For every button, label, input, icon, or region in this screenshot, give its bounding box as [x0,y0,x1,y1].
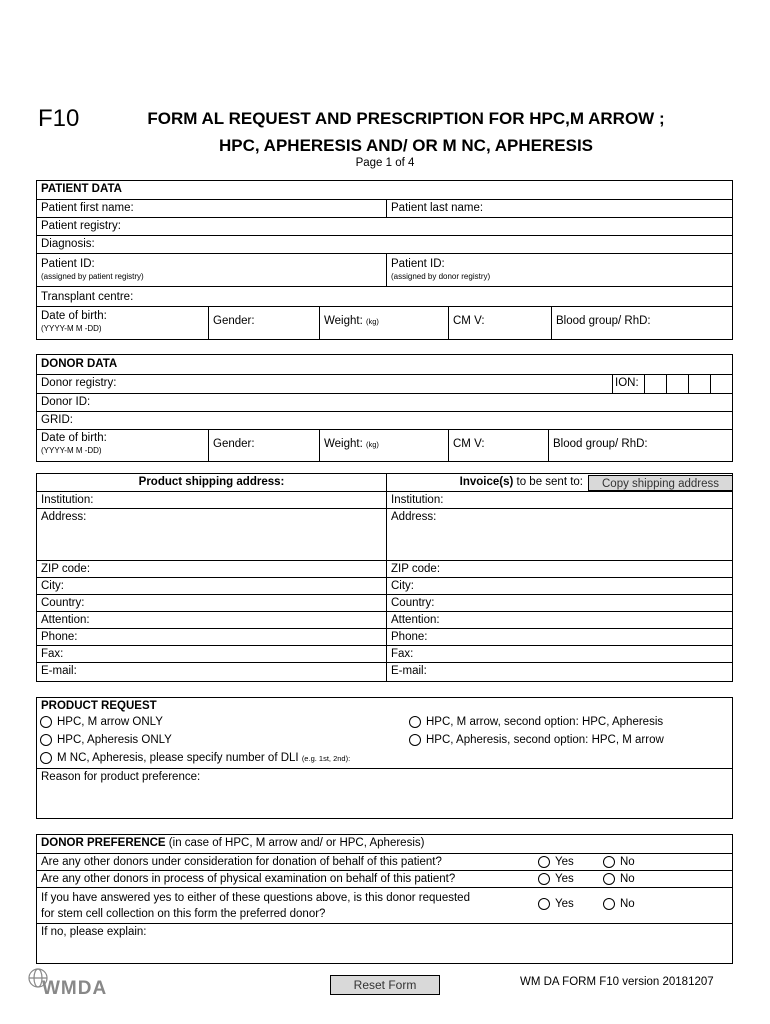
patient-id-note-2: (assigned by donor registry) [391,272,491,281]
patient-weight-label: Weight: [324,315,363,327]
product-option-label: HPC, Apheresis ONLY [57,734,172,747]
product-section-title: PRODUCT REQUEST [41,700,157,712]
product-option-label: HPC, Apheresis, second option: HPC, M arrow [426,734,664,747]
yes-label: Yes [555,898,574,911]
patient-id-label: Patient ID: [41,258,95,270]
patient-data-section [36,180,733,340]
form-code: F10 [38,105,80,132]
shipping-country-field[interactable]: Country: [41,597,85,609]
invoice-attention-field[interactable]: Attention: [386,612,732,628]
radio-circle-icon[interactable] [603,873,615,885]
q3-yes-radio[interactable] [534,888,598,923]
invoice-zip-field[interactable]: ZIP code: [386,561,732,577]
shipping-address-field[interactable]: Address: [41,511,87,523]
shipping-city-field[interactable]: City: [41,580,64,592]
shipping-attention-field[interactable]: Attention: [41,614,90,626]
patient-id-label-2: Patient ID: [391,258,445,270]
wmda-logo [26,965,126,999]
no-label: No [620,898,635,911]
preference-question-2: Are any other donors in process of physical examination on behalf of this patient? [41,873,456,885]
invoice-fax-field[interactable]: Fax: [386,646,732,662]
q1-no-radio[interactable] [599,854,659,870]
product-option-apheresis-only[interactable] [40,734,172,746]
invoice-email-field[interactable]: E-mail: [386,663,732,681]
patient-section-title: PATIENT DATA [41,183,122,195]
radio-circle-icon[interactable] [603,898,615,910]
shipping-email-field[interactable]: E-mail: [41,665,77,677]
invoice-title [386,474,587,491]
patient-last-name-field[interactable]: Patient last name: [386,200,732,217]
invoice-address-field[interactable]: Address: [386,509,732,560]
donor-dob-field[interactable] [37,430,208,461]
question-3-line2: for stem cell collection on this form the preferred donor? [41,908,326,920]
yes-label: Yes [555,873,574,886]
donor-id-field[interactable]: Donor ID: [41,396,91,408]
form-title [96,105,716,159]
address-section [36,473,733,682]
radio-circle-icon[interactable] [603,856,615,868]
ion-label: ION: [612,375,644,393]
yes-label: Yes [555,856,574,869]
donor-weight-field[interactable] [319,430,448,461]
product-option-label: HPC, M arrow ONLY [57,716,163,729]
question-3-line1: If you have answered yes to either of these questions above, is this donor requested [41,892,470,904]
product-option-apheresis-second-marrow[interactable] [409,734,664,746]
donor-preference-section [36,834,733,964]
donor-data-section [36,354,733,462]
page-number: Page 1 of 4 [355,157,415,169]
no-label: No [620,873,635,886]
grid-field[interactable]: GRID: [41,414,73,426]
patient-cmv-field[interactable]: CM V: [448,307,551,339]
patient-weight-unit: (kg) [365,317,379,326]
ion-digit-box[interactable] [688,375,710,393]
shipping-zip-field[interactable]: ZIP code: [41,563,91,575]
transplant-centre-field[interactable]: Transplant centre: [41,291,134,303]
patient-id-patient-registry-field[interactable] [37,254,386,286]
donor-section-title: DONOR DATA [41,358,118,370]
diagnosis-label: Diagnosis: [41,238,95,250]
ion-digit-box[interactable] [666,375,688,393]
reset-form-button[interactable]: Reset Form [330,975,440,995]
invoice-country-field[interactable]: Country: [386,595,732,611]
patient-id-donor-registry-field[interactable] [386,254,732,286]
product-option-marrow-second-apheresis[interactable] [409,716,663,728]
form-version: WM DA FORM F10 version 20181207 [520,976,714,988]
preference-title-rest: (in case of HPC, M arrow and/ or HPC, Apheresis) [165,837,425,849]
shipping-fax-field[interactable]: Fax: [41,648,64,660]
form-title-line2: HPC, APHERESIS AND/ OR M NC, APHERESIS [218,136,594,155]
q1-yes-radio[interactable] [534,854,598,870]
donor-weight-unit: (kg) [365,440,379,449]
preference-section-title [37,835,732,853]
patient-gender-field[interactable]: Gender: [208,307,319,339]
donor-dob-note: (YYYY-M M -DD) [41,446,102,455]
product-option-note: (e.g. 1st, 2nd): [301,754,351,764]
donor-registry-field[interactable]: Donor registry: [41,377,117,389]
invoice-title-bold: Invoice(s) [459,476,514,488]
donor-weight-label: Weight: [324,438,363,450]
radio-circle-icon[interactable] [538,898,550,910]
logo-text: WMDA [42,978,108,999]
invoice-city-field[interactable]: City: [386,578,732,594]
product-option-mnc-apheresis[interactable] [40,752,350,764]
shipping-institution-field[interactable]: Institution: [41,494,94,506]
q2-no-radio[interactable] [599,871,659,887]
invoice-institution-field[interactable]: Institution: [386,492,732,508]
form-title-line1: FORM AL REQUEST AND PRESCRIPTION FOR HPC,M ARROW ; [147,109,665,128]
radio-circle-icon[interactable] [40,752,52,764]
preference-question-1: Are any other donors under consideration for donation of behalf of this patient? [41,856,442,868]
q2-yes-radio[interactable] [534,871,598,887]
product-option-label: HPC, M arrow, second option: HPC, Apheresis [426,716,664,729]
patient-dob-field[interactable] [37,307,208,339]
donor-dob-label: Date of birth: [41,432,107,444]
patient-blood-group-field[interactable]: Blood group/ RhD: [551,307,732,339]
copy-shipping-address-button[interactable]: Copy shipping address [588,475,733,491]
preference-title-bold: DONOR PREFERENCE [41,837,166,849]
product-option-marrow-only[interactable] [40,716,163,728]
donor-blood-group-field[interactable]: Blood group/ RhD: [548,430,732,461]
invoice-title-rest: to be sent to: [513,476,583,488]
radio-circle-icon[interactable] [409,716,421,728]
radio-circle-icon[interactable] [40,734,52,746]
no-label: No [620,856,635,869]
diagnosis-field[interactable] [37,236,732,253]
invoice-phone-field[interactable]: Phone: [386,629,732,645]
product-preference-reason-field[interactable]: Reason for product preference: [41,771,201,783]
product-request-section [36,697,733,819]
product-option-label: M NC, Apheresis, please specify number of DLI [57,752,299,765]
radio-circle-icon[interactable] [40,716,52,728]
patient-dob-label: Date of birth: [41,310,107,322]
patient-dob-note: (YYYY-M M -DD) [41,324,102,333]
ion-boxes[interactable] [644,375,732,393]
donor-gender-field[interactable]: Gender: [208,430,319,461]
patient-weight-field[interactable] [319,307,448,339]
preference-explain-field[interactable]: If no, please explain: [41,926,147,938]
donor-cmv-field[interactable]: CM V: [448,430,548,461]
radio-circle-icon[interactable] [409,734,421,746]
preference-question-3 [37,888,532,923]
patient-first-name-field[interactable]: Patient first name: [41,202,134,214]
patient-id-note: (assigned by patient registry) [41,272,144,281]
patient-registry-field[interactable]: Patient registry: [41,220,121,232]
shipping-address-title: Product shipping address: [138,476,285,488]
ion-digit-box[interactable] [710,375,732,393]
radio-circle-icon[interactable] [538,873,550,885]
shipping-phone-field[interactable]: Phone: [41,631,78,643]
ion-digit-box[interactable] [644,375,666,393]
q3-no-radio[interactable] [599,888,659,923]
radio-circle-icon[interactable] [538,856,550,868]
